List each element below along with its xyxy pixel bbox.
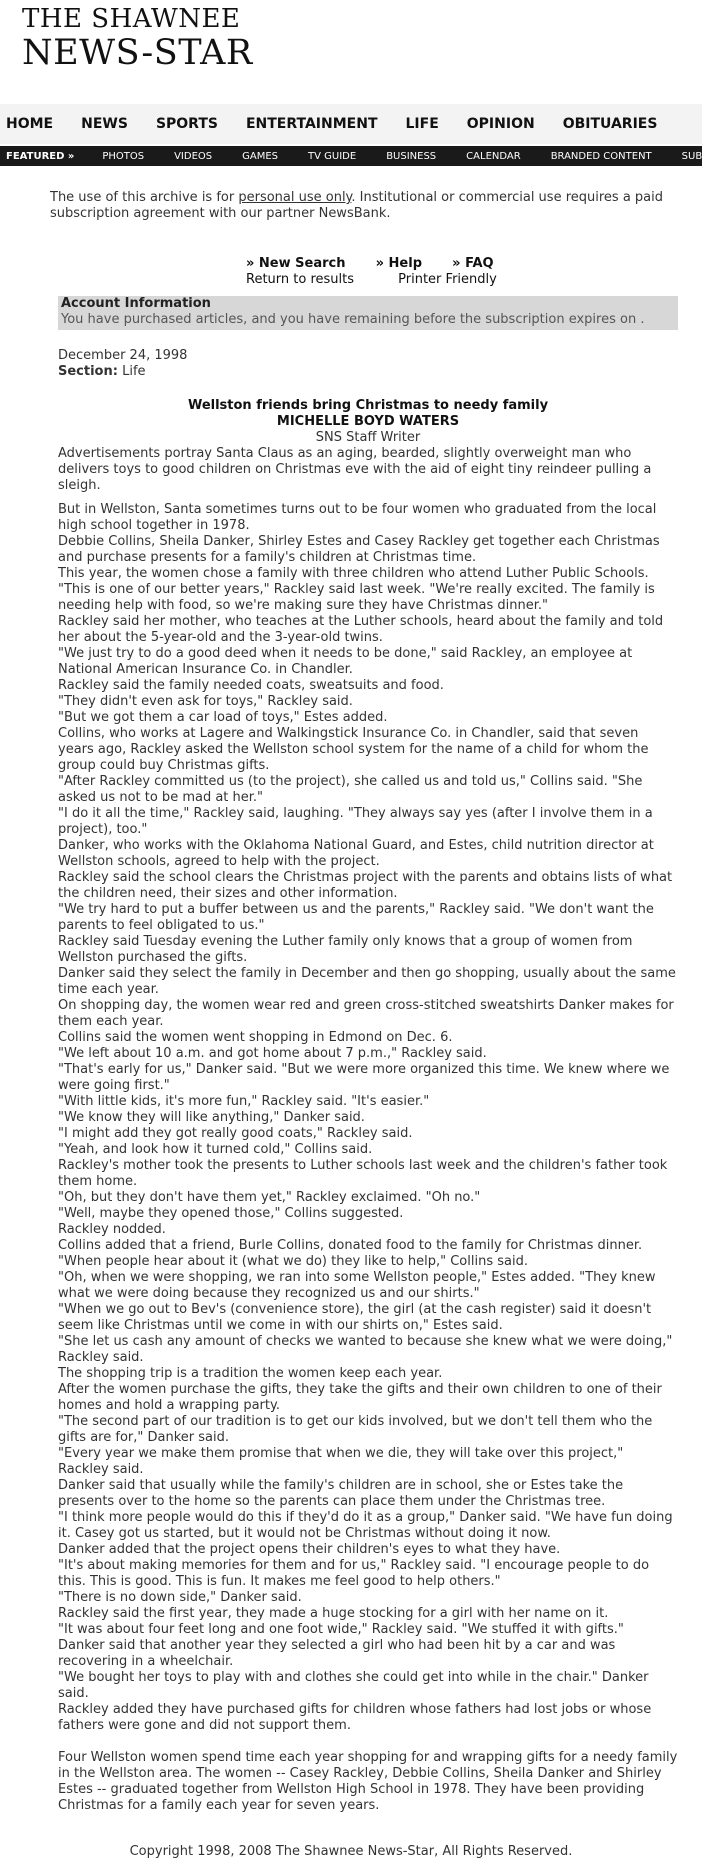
article-paragraph: Rackley nodded. (58, 1222, 166, 1237)
article-paragraph: "This is one of our better years," Rackley said last week. "We're really excited. The family is needing help with food, so we're making sure they have Christmas dinner." (58, 582, 655, 613)
article-meta (58, 348, 702, 380)
article-paragraph: Rackley added they have purchased gifts for children whose fathers had lost jobs or whose fathers were gone and did not support them. (58, 1702, 652, 1733)
article-paragraph: "When people hear about it (what we do) they like to help," Collins said. (58, 1254, 528, 1269)
featured-label[interactable]: FEATURED » (6, 150, 75, 162)
article-date: December 24, 1998 (58, 348, 188, 363)
nav-home[interactable]: HOME (6, 116, 54, 132)
article-paragraph: "Oh, but they don't have them yet," Rackley exclaimed. "Oh no." (58, 1190, 481, 1205)
article-paragraph: Collins, who works at Lagere and Walkingstick Insurance Co. in Chandler, said that seven years ago, Rackley asked the Wellston school system for the name of a child for whom the group could buy Christmas gifts. (58, 726, 649, 773)
article-paragraph: "Yeah, and look how it turned cold," Collins said. (58, 1142, 373, 1157)
printer-friendly-link[interactable]: Printer Friendly (398, 272, 497, 287)
logo-line-1: THE SHAWNEE (22, 4, 241, 34)
article-paragraph: "We left about 10 a.m. and got home about 7 p.m.," Rackley said. (58, 1046, 487, 1061)
nav-sports[interactable]: SPORTS (155, 116, 218, 132)
article-paragraph: Danker added that the project opens their children's eyes to what they have. (58, 1542, 561, 1557)
article-paragraph: On shopping day, the women wear red and green cross-stitched sweatshirts Danker makes for them each year. (58, 998, 674, 1029)
sub-nav (0, 144, 720, 166)
account-message: You have purchased articles, and you have remaining before the subscription expires on . (61, 312, 645, 327)
article-paragraph: "But we got them a car load of toys," Estes added. (58, 710, 388, 725)
subnav-tv-guide[interactable]: TV GUIDE (308, 150, 357, 162)
copyright: Copyright 1998, 2008 The Shawnee News-Star, All Rights Reserved. (129, 1844, 573, 1859)
article-paragraph: This year, the women chose a family with three children who attend Luther Public Schools. (58, 566, 649, 581)
article-paragraph: "It was about four feet long and one foot wide," Rackley said. "We stuffed it with gifts." (58, 1622, 624, 1637)
article-paragraph: "I think more people would do this if they'd do it as a group," Danker said. "We have fun doing it. Casey got us started, but it would not be Christmas without doing it now. (58, 1510, 673, 1541)
article-lead: Advertisements portray Santa Claus as an aging, bearded, slightly overweight man who delivers toys to good children on Christmas eve with the aid of eight tiny reindeer pulling a sleigh. (58, 446, 652, 493)
nav-entertainment[interactable]: ENTERTAINMENT (245, 116, 378, 132)
article-paragraph: Rackley said Tuesday evening the Luther family only knows that a group of women from Wellston purchased the gifts. (58, 934, 633, 965)
masthead (0, 0, 702, 104)
article-paragraph: "Well, maybe they opened those," Collins suggested. (58, 1206, 404, 1221)
article-paragraph: "When we go out to Bev's (convenience store), the girl (at the cash register) said it doesn't seem like Christmas until we come in with our shirts on," Estes said. (58, 1302, 652, 1333)
personal-use-link[interactable]: personal use only (238, 190, 352, 205)
article-paragraph: Rackley said her mother, who teaches at the Luther schools, heard about the family and told her about the 5-year-old and the 3-year-old twins. (58, 614, 664, 645)
archive-notice (50, 190, 678, 222)
article-paragraph: Danker, who works with the Oklahoma National Guard, and Estes, child nutrition director at Wellston schools, agreed to help with the project. (58, 838, 654, 869)
article-body (58, 446, 678, 1734)
article-paragraph: The shopping trip is a tradition the women keep each year. (58, 1366, 443, 1381)
article-author-role: SNS Staff Writer (315, 430, 421, 445)
return-to-results-link[interactable]: Return to results (246, 272, 355, 287)
article-paragraph: But in Wellston, Santa sometimes turns out to be four women who graduated from the local high school together in 1978. (58, 502, 657, 533)
article-header (58, 398, 678, 446)
article-paragraph: "After Rackley committed us (to the project), she called us and told us," Collins said. "She asked us not to be mad at her." (58, 774, 643, 805)
subnav-branded-content[interactable]: BRANDED CONTENT (550, 150, 652, 162)
nav-news[interactable]: NEWS (81, 116, 128, 132)
article (58, 398, 678, 1734)
article-paragraph: "They didn't even ask for toys," Rackley said. (58, 694, 353, 709)
article-paragraph: Rackley's mother took the presents to Luther schools last week and the children's father took them home. (58, 1158, 668, 1189)
article-paragraph: "We know they will like anything," Danker said. (58, 1110, 365, 1125)
main-nav (0, 104, 702, 144)
notice-suffix: . Institutional or commercial use requires a paid subscription agreement with our partner NewsBank. (50, 190, 664, 221)
site-logo[interactable] (22, 6, 253, 71)
article-title: Wellston friends bring Christmas to needy family (187, 398, 549, 413)
article-paragraph: "With little kids, it's more fun," Rackley said. "It's easier." (58, 1094, 430, 1109)
article-paragraph: "That's early for us," Danker said. "But we were more organized this time. We knew where we were going first." (58, 1062, 670, 1093)
subnav-calendar[interactable]: CALENDAR (466, 150, 521, 162)
account-heading: Account Information (61, 296, 211, 311)
nav-life[interactable]: LIFE (405, 116, 439, 132)
article-summary: Four Wellston women spend time each year shopping for and wrapping gifts for a needy family in the Wellston area. The women -- Casey Rackley, Debbie Collins, Sheila Danker and Shirley Estes -- graduated together from Wellston High School in 1978. They have been providing Christmas for a family each year for seven years. (58, 1750, 678, 1813)
section-label: Section: (58, 364, 118, 379)
article-paragraph: "There is no down side," Danker said. (58, 1590, 302, 1605)
article-paragraph: Danker said that another year they selected a girl who had been hit by a car and was recovering in a wheelchair. (58, 1638, 616, 1669)
article-paragraph: "We try hard to put a buffer between us and the parents," Rackley said. "We don't want the parents to feel obligated to us." (58, 902, 654, 933)
article-paragraph: "The second part of our tradition is to get our kids involved, but we don't tell them who the gifts are for," Danker said. (58, 1414, 653, 1445)
article-paragraph: Danker said that usually while the family's children are in school, she or Estes take the presents over to the home so the parents can place them under the Christmas tree. (58, 1478, 624, 1509)
article-paragraph: Rackley said the family needed coats, sweatsuits and food. (58, 678, 444, 693)
subnav-business[interactable]: BUSINESS (386, 150, 437, 162)
article-paragraph: "We just try to do a good deed when it needs to be done," said Rackley, an employee at National American Insurance Co. in Chandler. (58, 646, 633, 677)
section-value: Life (122, 364, 146, 379)
subnav-games[interactable]: GAMES (242, 150, 279, 162)
nav-opinion[interactable]: OPINION (466, 116, 535, 132)
article-paragraph: Debbie Collins, Sheila Danker, Shirley Estes and Casey Rackley get together each Christmas and purchase presents for a family's children at Christmas time. (58, 534, 660, 565)
article-author: MICHELLE BOYD WATERS (276, 414, 460, 429)
subnav-videos[interactable]: VIDEOS (174, 150, 213, 162)
help-link[interactable]: » Help (375, 256, 423, 271)
nav-obituaries[interactable]: OBITUARIES (562, 116, 658, 132)
article-paragraph: "We bought her toys to play with and clothes she could get into while in the chair." Danker said. (58, 1670, 649, 1701)
article-paragraph: Rackley said the first year, they made a huge stocking for a girl with her name on it. (58, 1606, 609, 1621)
faq-link[interactable]: » FAQ (452, 256, 494, 271)
article-paragraph: "Every year we make them promise that when we die, they will take over this project," Rackley said. (58, 1446, 624, 1477)
article-paragraph: "She let us cash any amount of checks we wanted to because she knew what we were doing," Rackley said. (58, 1334, 673, 1365)
article-paragraph: "I might add they got really good coats," Rackley said. (58, 1126, 413, 1141)
article-paragraph: "I do it all the time," Rackley said, laughing. "They always say yes (after I involve them in a project), too." (58, 806, 653, 837)
subnav-photos[interactable]: PHOTOS (102, 150, 145, 162)
account-info-box (58, 296, 678, 330)
article-paragraph: Collins said the women went shopping in Edmond on Dec. 6. (58, 1030, 453, 1045)
article-paragraph: After the women purchase the gifts, they take the gifts and their own children to one of their homes and hold a wrapping party. (58, 1382, 662, 1413)
article-paragraph: Rackley said the school clears the Christmas project with the parents and obtains lists of what the children need, their sizes and other information. (58, 870, 673, 901)
notice-prefix: The use of this archive is for (50, 190, 239, 205)
article-paragraph: "It's about making memories for them and for us," Rackley said. "I encourage people to do this. This is good. This is fun. It makes me feel good to help others." (58, 1558, 650, 1589)
archive-links (246, 256, 702, 288)
article-paragraph: "Oh, when we were shopping, we ran into some Wellston people," Estes added. "They knew what we were doing because they recognized us and our shirts." (58, 1270, 656, 1301)
article-paragraph: Danker said they select the family in December and then go shopping, usually about the same time each year. (58, 966, 676, 997)
new-search-link[interactable]: » New Search (246, 256, 346, 271)
logo-line-2: NEWS-STAR (22, 33, 253, 73)
article-paragraph: Collins added that a friend, Burle Collins, donated food to the family for Christmas dinner. (58, 1238, 643, 1253)
subnav-submit[interactable]: SUBMIT (681, 150, 720, 162)
